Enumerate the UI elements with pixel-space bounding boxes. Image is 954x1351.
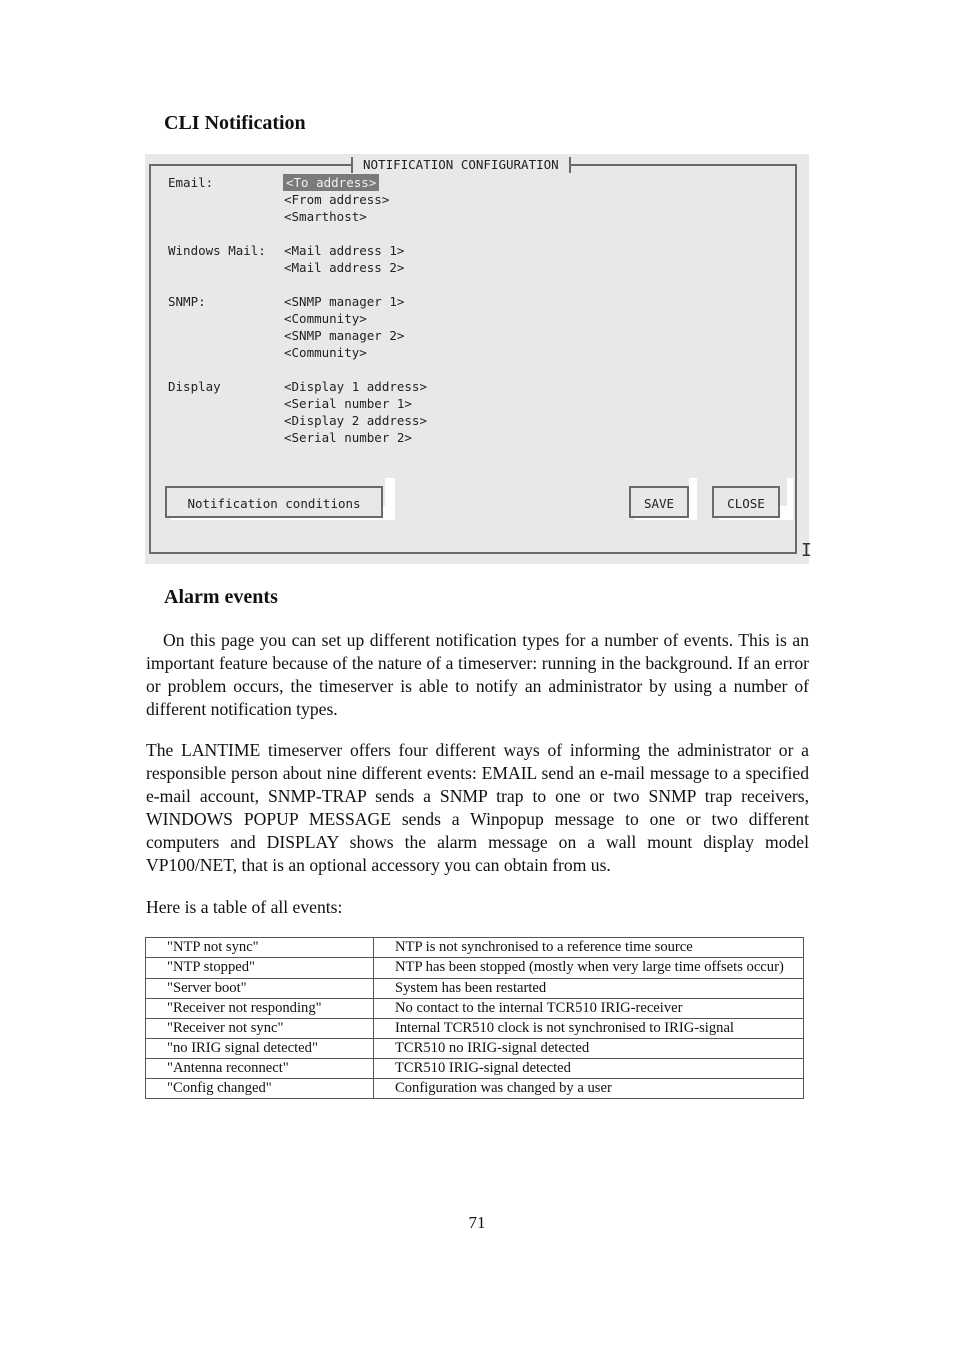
cli-label-snmp: SNMP: [168, 294, 206, 309]
notification-conditions-button[interactable]: Notification conditions [165, 486, 383, 518]
paragraph-intro: On this page you can set up different notification types for a number of events. This is an important feature because of the nature of a timeserver: running in the background. If an error or problem occurs, the timeserver is able to notify an administrator by using a number of different notification types. [146, 630, 809, 719]
cli-screenshot [145, 154, 812, 564]
button-shadow [385, 478, 395, 520]
table-row [146, 1059, 804, 1079]
button-shadow [787, 478, 793, 520]
table-row [146, 1019, 804, 1039]
table-row [146, 1039, 804, 1059]
save-button[interactable]: SAVE [629, 486, 689, 518]
section-heading-alarm-events: Alarm events [164, 586, 278, 608]
cli-label-windows-mail: Windows Mail: [168, 243, 266, 258]
cli-field-display-2-address[interactable]: <Display 2 address> [284, 413, 427, 428]
event-description: System has been restarted [374, 979, 804, 999]
event-description: NTP is not synchronised to a reference time source [374, 938, 804, 958]
cli-field-from-address[interactable]: <From address> [284, 192, 390, 207]
event-name: "Receiver not sync" [146, 1019, 374, 1039]
event-description: TCR510 IRIG-signal detected [374, 1059, 804, 1079]
paragraph-table-intro: Here is a table of all events: [146, 897, 343, 917]
cli-field-mail-address-1[interactable]: <Mail address 1> [284, 243, 405, 258]
cli-field-smarthost[interactable]: <Smarthost> [284, 209, 367, 224]
event-description: Internal TCR510 clock is not synchronised to IRIG-signal [374, 1019, 804, 1039]
event-description: NTP has been stopped (mostly when very large time offsets occur) [374, 958, 804, 979]
event-description: No contact to the internal TCR510 IRIG-receiver [374, 999, 804, 1019]
table-row [146, 979, 804, 999]
event-name: "Receiver not responding" [146, 999, 374, 1019]
section-heading-cli-notification: CLI Notification [164, 112, 306, 134]
paragraph-notification-ways: The LANTIME timeserver offers four different ways of informing the administrator or a responsible person about nine different events: EMAIL send an e-mail message to a specified e-mail account, SNMP-TRAP sends a SNMP trap to one or two SNMP trap receivers, WINDOWS POPUP MESSAGE sends a Winpopup message to one or two different computers and DISPLAY shows the alarm message on a wall mount display model VP100/NET, that is an optional accessory you can obtain from us. [146, 740, 809, 875]
table-row [146, 958, 804, 979]
event-name: "NTP not sync" [146, 938, 374, 958]
cli-window-title: NOTIFICATION CONFIGURATION [351, 157, 571, 173]
event-name: "NTP stopped" [146, 958, 374, 979]
event-name: "no IRIG signal detected" [146, 1039, 374, 1059]
button-shadow [689, 478, 697, 520]
table-row [146, 1079, 804, 1099]
cli-window [149, 157, 797, 554]
event-name: "Antenna reconnect" [146, 1059, 374, 1079]
events-table [145, 937, 804, 1099]
cli-field-community-1[interactable]: <Community> [284, 311, 367, 326]
cli-field-serial-number-2[interactable]: <Serial number 2> [284, 430, 412, 445]
event-description: Configuration was changed by a user [374, 1079, 804, 1099]
cli-label-display: Display [168, 379, 221, 394]
cli-label-email: Email: [168, 175, 214, 190]
cli-field-to-address[interactable]: <To address> [283, 174, 379, 191]
table-row [146, 938, 804, 958]
event-name: "Server boot" [146, 979, 374, 999]
cli-field-snmp-manager-1[interactable]: <SNMP manager 1> [284, 294, 405, 309]
cli-field-community-2[interactable]: <Community> [284, 345, 367, 360]
table-row [146, 999, 804, 1019]
cli-field-mail-address-2[interactable]: <Mail address 2> [284, 260, 405, 275]
event-name: "Config changed" [146, 1079, 374, 1099]
text-cursor-icon: I [801, 540, 812, 561]
page-number: 71 [468, 1213, 486, 1232]
cli-field-serial-number-1[interactable]: <Serial number 1> [284, 396, 412, 411]
event-description: TCR510 no IRIG-signal detected [374, 1039, 804, 1059]
cli-field-snmp-manager-2[interactable]: <SNMP manager 2> [284, 328, 405, 343]
close-button[interactable]: CLOSE [712, 486, 780, 518]
cli-field-display-1-address[interactable]: <Display 1 address> [284, 379, 427, 394]
